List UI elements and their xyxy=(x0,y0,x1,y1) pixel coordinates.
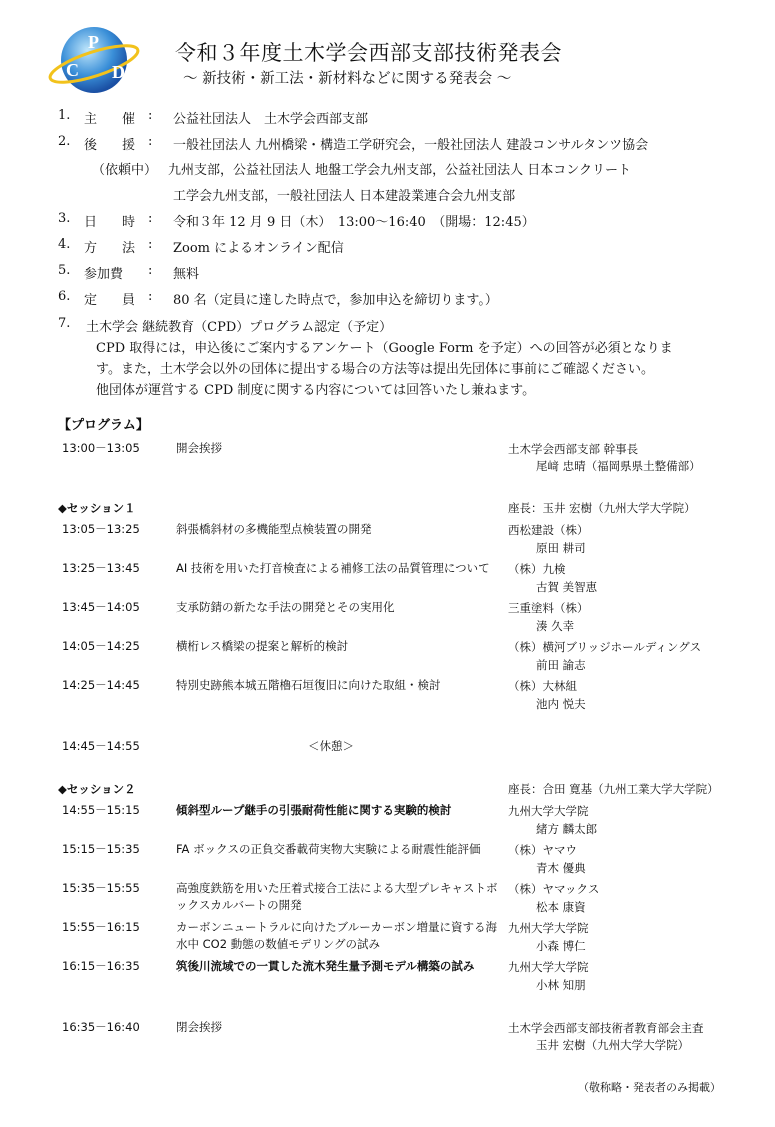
page-subtitle: ～ 新技術・新工法・新材料などに関する発表会 ～ xyxy=(183,71,512,87)
info-fee: 5. 参加費 : 無料 xyxy=(58,263,200,282)
table-row: 14:05－14:25 横桁レス橋梁の提案と解析的検討 （株）横河ブリッジホールディングス 前田 諭志 xyxy=(62,639,702,672)
footnote: （敬称略・発表者のみ掲載） xyxy=(578,1081,721,1094)
table-row: 14:55－15:15 傾斜型ループ継手の引張耐荷性能に関する実験的検討 九州大学大学院 緒方 麟太郎 xyxy=(62,803,598,836)
table-row: 15:55－16:15 カーボンニュートラルに向けたブルーカーボン増量に資する海水中 CO2 動態の数値モデリングの試み 九州大学大学院 小森 博仁 xyxy=(62,920,589,953)
cpd-notes: CPD 取得には，申込後にご案内するアンケート（Google Form を予定）への回答が必須となりま す。また，土木学会以外の団体に提出する場合の方法等は提出先団体に事前にご確認ください。 他団体が運営する CPD 制度に関する内容については回答いたし兼ねます。 xyxy=(96,341,673,398)
info-cpd: 7. 土木学会 継続教育（CPD）プログラム認定（予定） xyxy=(58,316,393,335)
info-datetime: 3. 日 時 : 令和３年 12 月 9 日（木） 13:00～16:40 （開場：12:45） xyxy=(58,211,535,230)
table-row: 14:25－14:45 特別史跡熊本城五階櫓石垣復旧に向けた取組・検討 （株）大林組 池内 悦夫 xyxy=(62,678,586,711)
session2-label: ◆セッション２ xyxy=(58,782,136,796)
page-title: 令和３年度土木学会西部支部技術発表会 xyxy=(175,41,562,65)
session1-label: ◆セッション１ xyxy=(58,501,136,515)
table-row: 13:45－14:05 支承防錆の新たな手法の開発とその実用化 三重塗料（株） 湊 久幸 xyxy=(62,600,589,633)
session2-chair: 座長：合田 寛基（九州工業大学大学院） xyxy=(508,782,719,796)
program-heading: 【プログラム】 xyxy=(58,418,149,433)
info-organizer: 1. 主 催 : 公益社団法人 土木学会西部支部 xyxy=(58,108,369,127)
table-row: 15:35－15:55 高強度鉄筋を用いた圧着式接合工法による大型プレキャストボックスカルバートの開発 （株）ヤマックス 松本 康資 xyxy=(62,881,600,914)
program-break: 14:45－14:55 ＜休憩＞ xyxy=(62,739,354,753)
svg-text:C: C xyxy=(66,60,79,80)
session1-chair: 座長：玉井 宏樹（九州大学大学院） xyxy=(508,501,696,515)
svg-text:P: P xyxy=(88,32,99,52)
info-method: 4. 方 法 : Zoom によるオンライン配信 xyxy=(58,237,344,256)
table-row: 16:15－16:35 筑後川流域での一貫した流木発生量予測モデル構築の試み 九州大学大学院 小林 知朋 xyxy=(62,959,589,992)
info-capacity: 6. 定 員 : 80 名（定員に達した時点で，参加申込を締切ります。） xyxy=(58,289,498,308)
table-row: 13:25－13:45 AI 技術を用いた打音検査による補修工法の品質管理について （株）九検 古賀 美智恵 xyxy=(62,561,598,594)
table-row: 13:05－13:25 斜張橋斜材の多機能型点検装置の開発 西松建設（株） 原田 耕司 xyxy=(62,522,589,555)
program-closing: 16:35－16:40 閉会挨拶 土木学会西部支部技術者教育部会主査 玉井 宏樹（九州大学大学院） xyxy=(62,1020,704,1052)
table-row: 15:15－15:35 FA ボックスの正負交番載荷実物大実験による耐震性能評価 （株）ヤマウ 青木 優典 xyxy=(62,842,586,875)
info-pending-sponsors: （依頼中） 九州支部，公益社団法人 地盤工学会九州支部，公益社団法人 日本コンクリート 工学会九州支部，一般社団法人 日本建設業連合会九州支部 xyxy=(92,163,632,204)
program-opening: 13:00－13:05 開会挨拶 土木学会西部支部 幹事長 尾﨑 忠晴（福岡県県土整備部） xyxy=(62,441,701,473)
cpd-logo xyxy=(48,18,148,96)
svg-text:D: D xyxy=(112,62,125,82)
info-sponsors: 2. 後 援 : 一般社団法人 九州橋梁・構造工学研究会，一般社団法人 建設コンサルタンツ協会 xyxy=(58,134,649,153)
